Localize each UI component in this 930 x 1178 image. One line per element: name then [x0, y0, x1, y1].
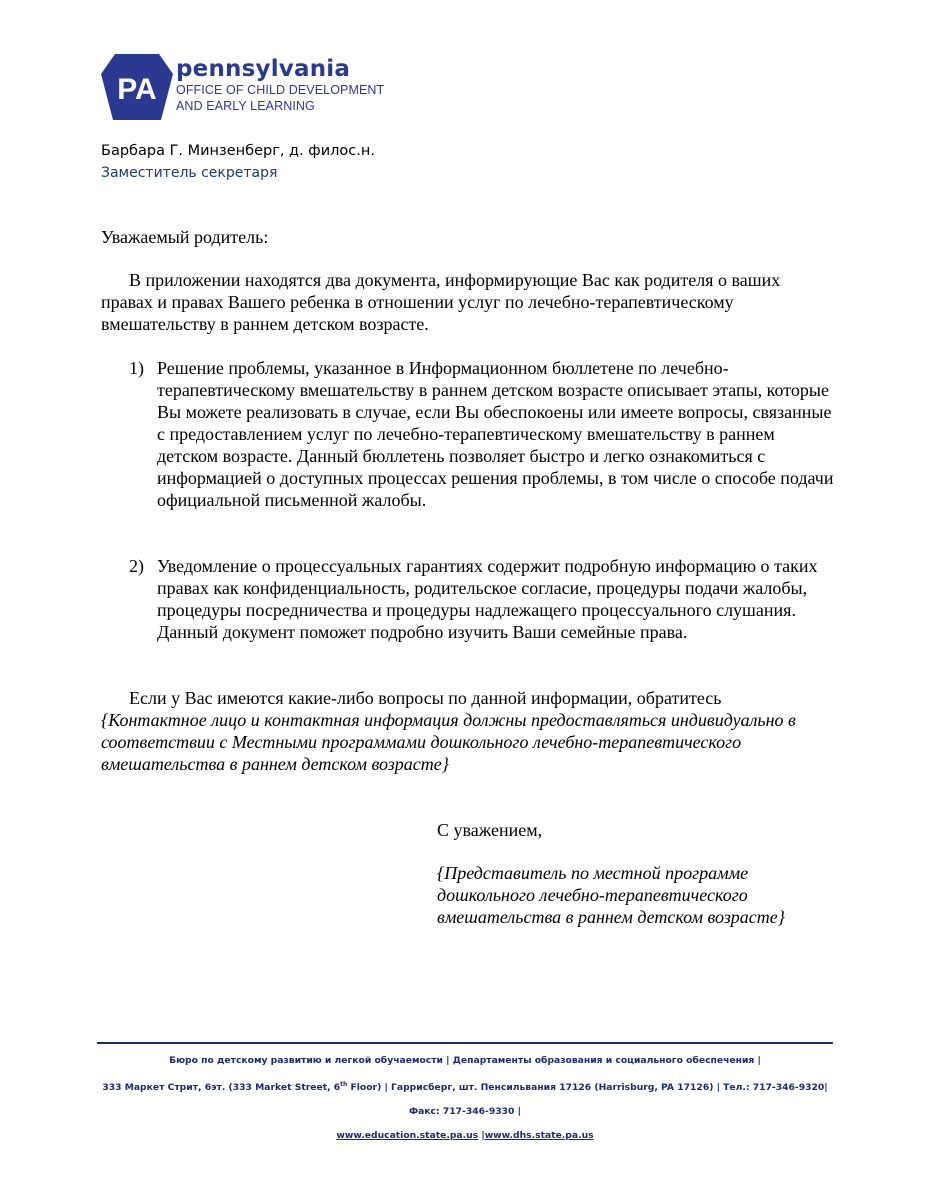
footer	[97, 1049, 833, 1148]
sender-title: Заместитель секретаря	[101, 165, 278, 181]
footer-link-separator: |	[478, 1130, 485, 1142]
keystone-icon	[101, 54, 173, 120]
footer-divider	[97, 1042, 833, 1044]
list-item-number: 2)	[129, 556, 144, 576]
pa-ocdel-logo	[101, 54, 401, 124]
list-item-text: Уведомление о процессуальных гарантиях содержит подробную информацию о таких правах как конфиденциальность, родительское согласие, процедуры подачи жалобы, процедуры посредничества и процедуры надлежащего процессуального слушания. Данный документ поможет подробно изучить Ваши семейные права.	[157, 556, 818, 642]
footer-address-sup: th	[340, 1081, 348, 1088]
signoff: С уважением,	[437, 820, 543, 840]
logo-subtitle-line1: OFFICE OF CHILD DEVELOPMENT	[176, 83, 385, 97]
sender-block	[101, 140, 375, 184]
footer-address-part-b: Floor) | Гаррисберг, шт. Пенсильвания 17126 (Harrisburg, PA 17126) | Тел.: 717-346-9320| Факс: 717-346-9330 |	[347, 1082, 828, 1118]
logo-name: pennsylvania	[176, 56, 351, 82]
footer-address-part-a: 333 Маркет Стрит, 6эт. (333 Market Street, 6	[102, 1082, 341, 1094]
dhs-link[interactable]: www.dhs.state.pa.us	[484, 1130, 594, 1142]
footer-links	[97, 1124, 833, 1148]
intro-paragraph: В приложении находятся два документа, информирующие Вас как родителя о ваших правах и правах Вашего ребенка в отношении услуг по лечебно-терапевтическому вмешательству в раннем детском возрасте.	[101, 270, 781, 334]
footer-line-1: Бюро по детскому развитию и легкой обучаемости | Департаменты образования и социального обеспечения |	[169, 1055, 761, 1066]
contact-placeholder: {Контактное лицо и контактная информация должны предоставляться индивидуально в соответствии с Местными программами дошкольного лечебно-терапевтического вмешательства в раннем детском возрасте}	[101, 710, 796, 774]
closing-paragraph	[101, 687, 821, 775]
education-link[interactable]: www.education.state.pa.us	[336, 1130, 479, 1142]
footer-address	[97, 1073, 833, 1124]
logo-subtitle-line2: AND EARLY LEARNING	[176, 99, 315, 113]
list-item-number: 1)	[129, 358, 144, 378]
sender-name: Барбара Г. Минзенберг, д. филос.н.	[101, 143, 375, 159]
list-item-text: Решение проблемы, указанное в Информационном бюллетене по лечебно-терапевтическому вмешательству в раннем детском возрасте описывает этапы, которые Вы можете реализовать в случае, если Вы обеспокоены или имеете вопросы, связанные с предоставлением услуг по лечебно-терапевтическому вмешательству в раннем детском возрасте. Данный бюллетень позволяет быстро и легко ознакомиться с информацией о доступных процессах решения проблемы, в том числе о способе подачи официальной письменной жалобы.	[157, 358, 834, 510]
greeting: Уважаемый родитель:	[101, 227, 269, 247]
logo-letters: PA	[117, 73, 157, 106]
representative-placeholder: {Представитель по местной программе дошкольного лечебно-терапевтического вмешательства в раннем детском возрасте}	[437, 863, 785, 927]
closing-text: Если у Вас имеются какие-либо вопросы по данной информации, обратитесь	[129, 688, 722, 708]
